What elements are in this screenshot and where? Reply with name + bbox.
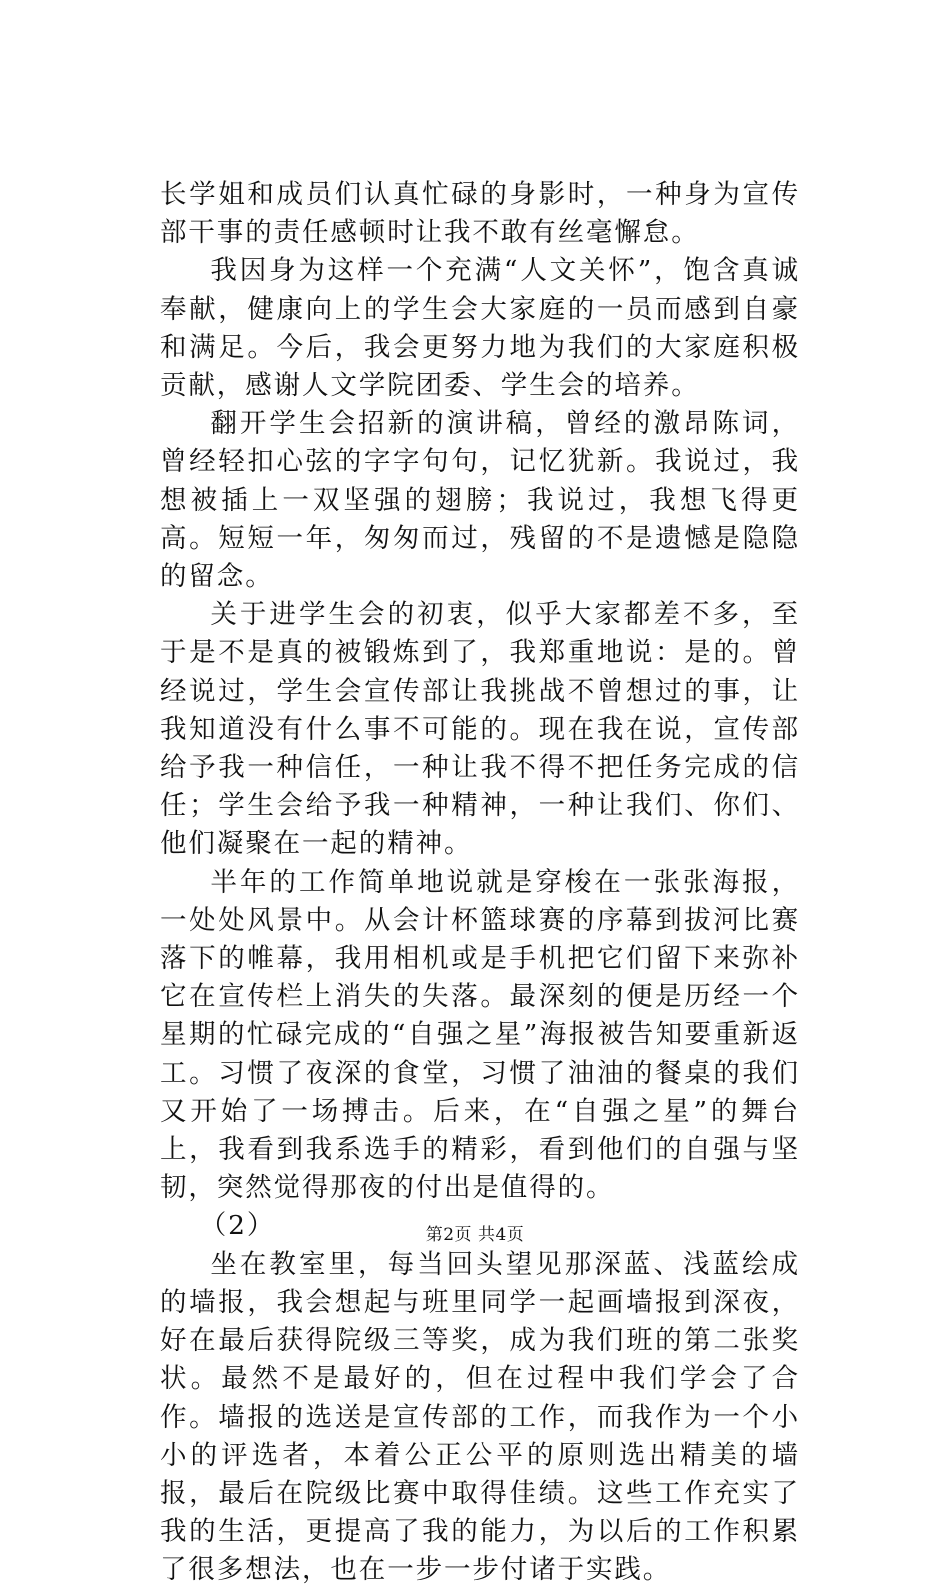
paragraph-3: 翻开学生会招新的演讲稿，曾经的激昂陈词，曾经轻扣心弦的字字句句，记忆犹新。我说过，我想被插上一双坚强的翅膀；我说过，我想飞得更高。短短一年，匆匆而过，残留的不是遗憾是隐隐的留念。 <box>160 408 800 593</box>
paragraph-1: 长学姐和成员们认真忙碌的身影时，一种身为宣传部干事的责任感顿时让我不敢有丝毫懈怠。 <box>160 179 800 249</box>
paragraph-5: 半年的工作简单地说就是穿梭在一张张海报，一处处风景中。从会计杯篮球赛的序幕到拔河比赛落下的帷幕，我用相机或是手机把它们留下来弥补它在宣传栏上消失的失落。最深刻的便是历经一个星期的忙碌完成的“自强之星”海报被告知要重新返工。习惯了夜深的食堂，习惯了油油的餐桌的我们又开始了一场搏击。后来，在“自强之星”的舞台上，我看到我系选手的精彩，看到他们的自强与坚韧，突然觉得那夜的付出是值得的。 <box>160 866 800 1204</box>
section-number: （2） <box>199 1210 276 1242</box>
page-number-footer: 第2页 共4页 <box>425 1225 525 1245</box>
paragraph-4: 关于进学生会的初衷，似乎大家都差不多，至于是不是真的被锻炼到了，我郑重地说：是的。曾经说过，学生会宣传部让我挑战不曾想过的事，让我知道没有什么事不可能的。现在我在说，宣传部给予我一种信任，一种让我不得不把任务完成的信任；学生会给予我一种精神，一种让我们、你们、他们凝聚在一起的精神。 <box>160 599 800 860</box>
paragraph-2: 我因身为这样一个充满“人文关怀”，饱含真诚奉献，健康向上的学生会大家庭的一员而感到自豪和满足。今后，我会更努力地为我们的大家庭积极贡献，感谢人文学院团委、学生会的培养。 <box>160 255 800 402</box>
paragraph-6: 坐在教室里，每当回头望见那深蓝、浅蓝绘成的墙报，我会想起与班里同学一起画墙报到深夜，好在最后获得院级三等奖，成为我们班的第二张奖状。最然不是最好的，但在过程中我们学会了合作。墙报的选送是宣传部的工作，而我作为一个小小的评选者，本着公正公平的原则选出精美的墙报，最后在院级比赛中取得佳绩。这些工作充实了我的生活，更提高了我的能力，为以后的工作积累了很多想法，也在一步一步付诸于实践。 <box>160 1248 800 1586</box>
document-body <box>160 176 800 1590</box>
